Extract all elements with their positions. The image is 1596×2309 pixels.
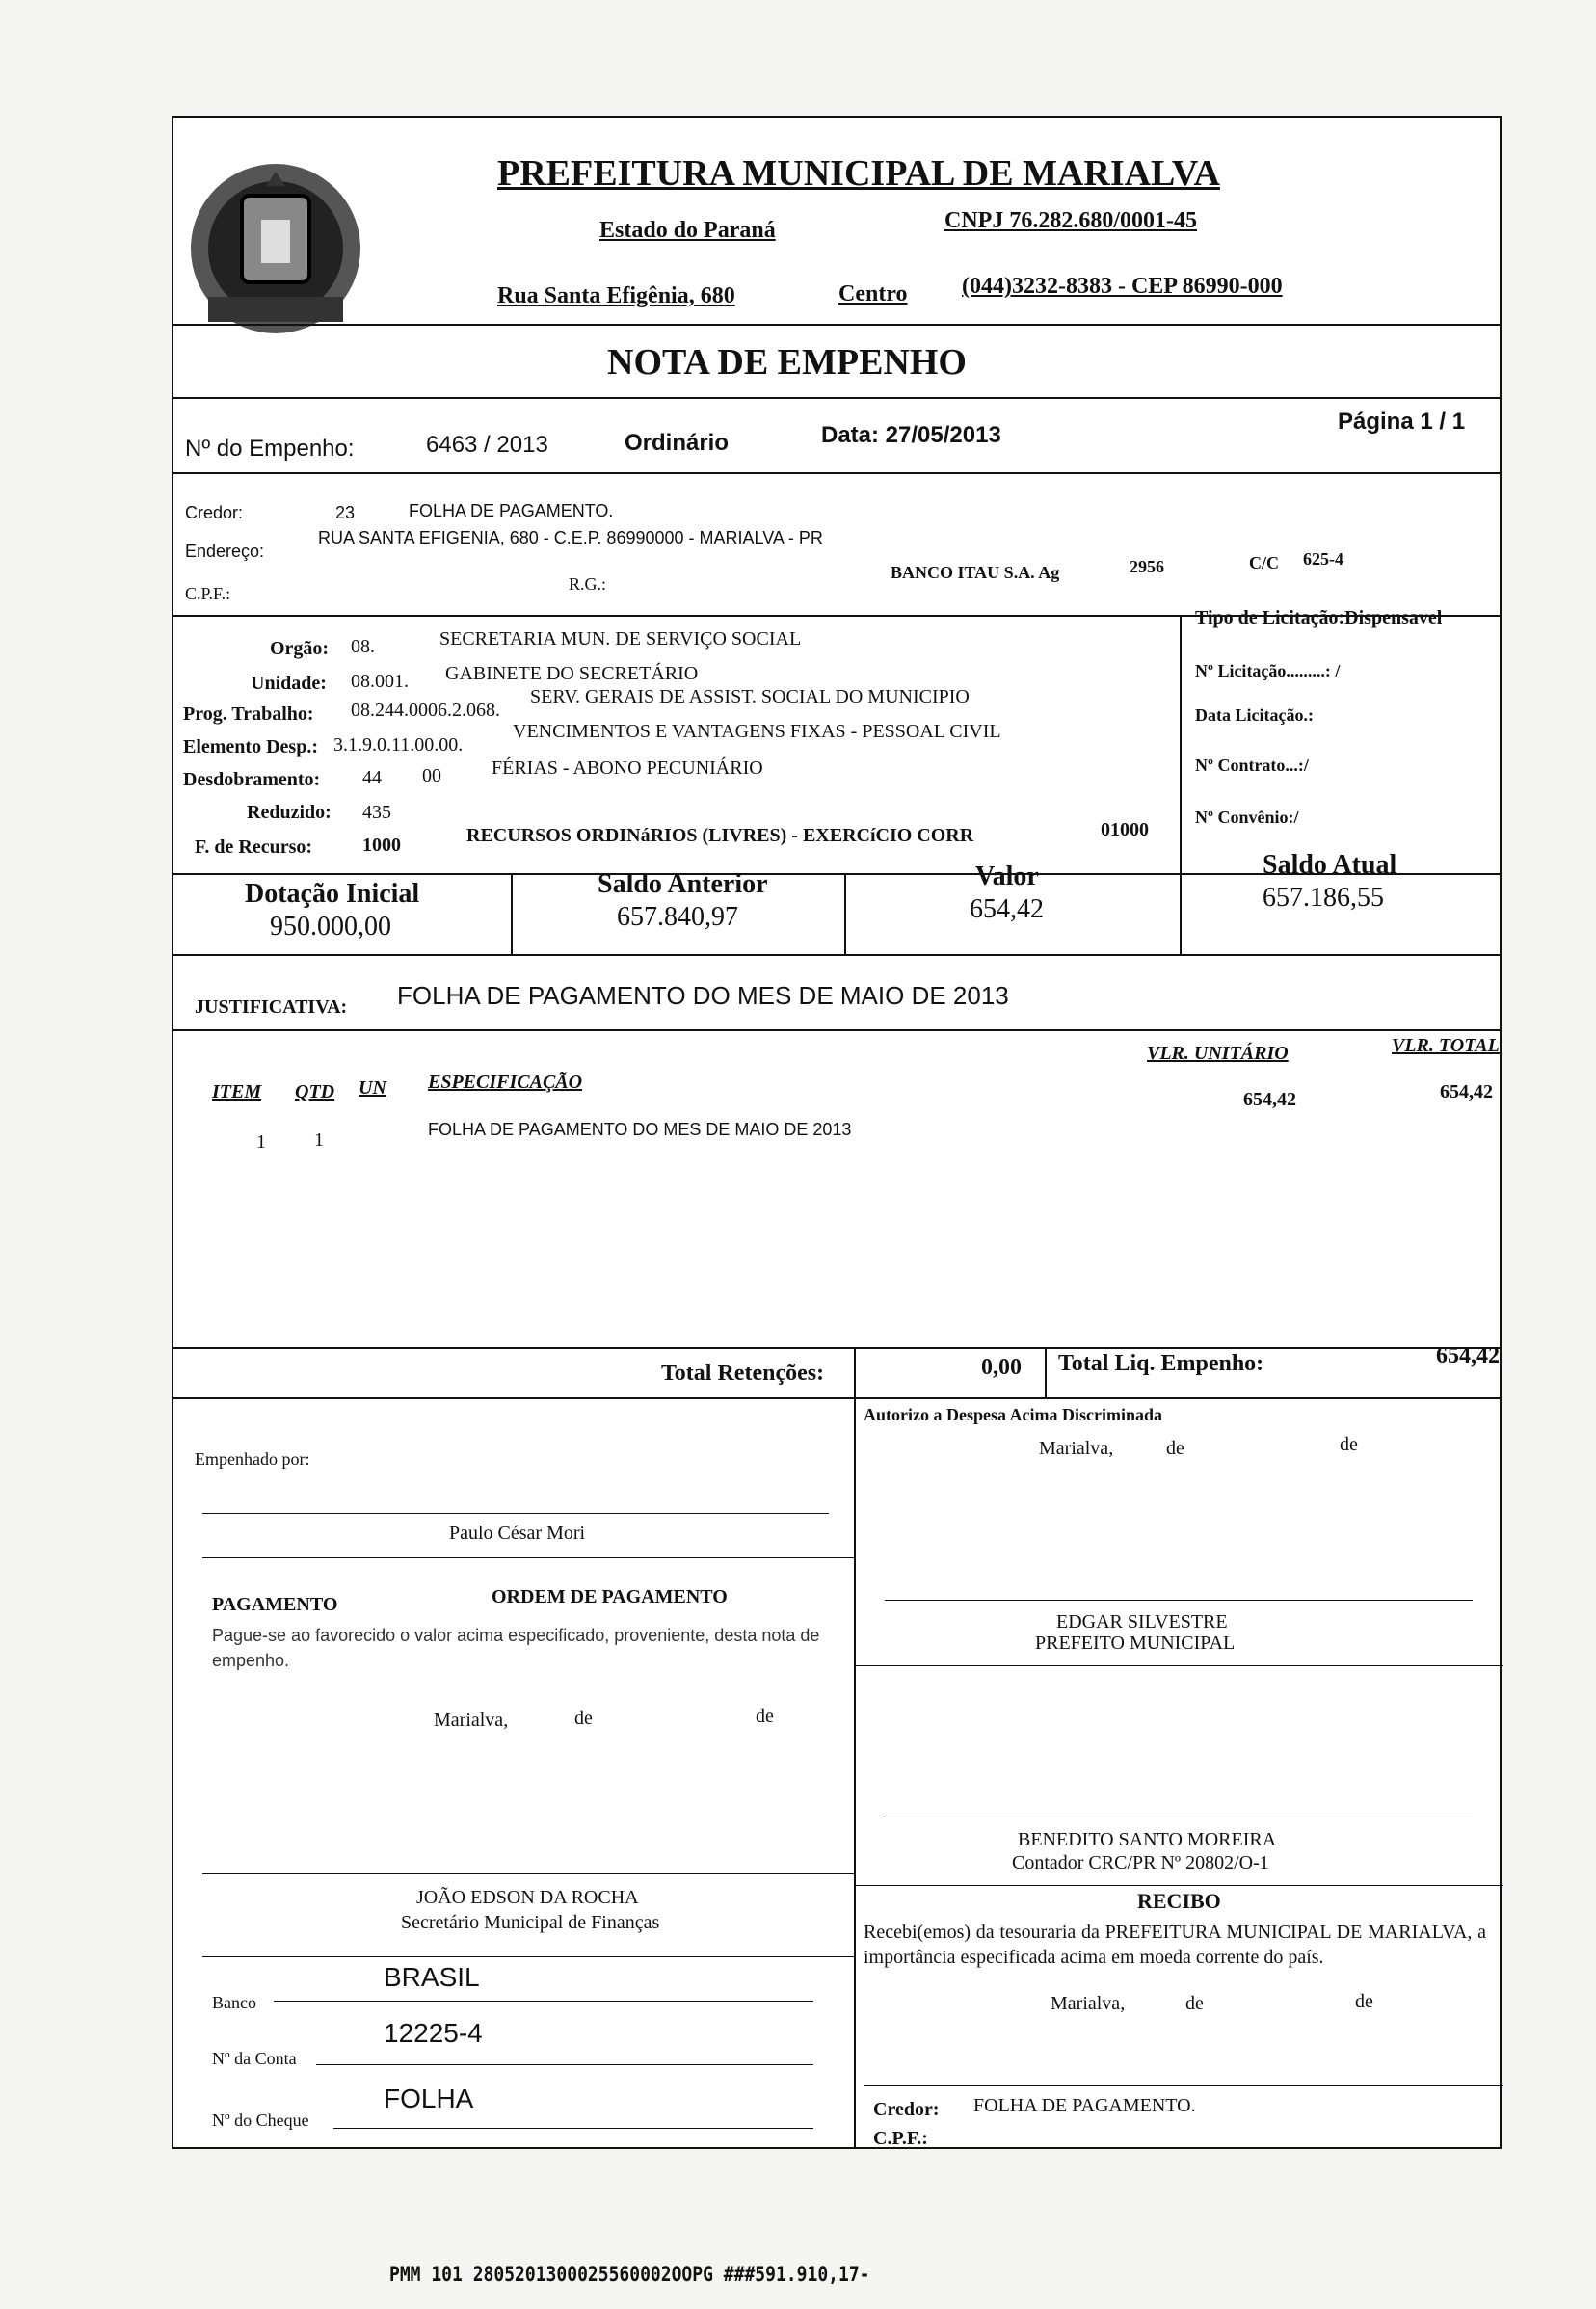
reduzido-valor: 435 — [362, 802, 391, 823]
credor-codigo: 23 — [335, 503, 356, 522]
cpf-label: C.P.F.: — [185, 584, 231, 603]
row-vlr-unitario: 654,42 — [1243, 1089, 1296, 1110]
autorizo-label: Autorizo a Despesa Acima Discriminada — [864, 1405, 1162, 1424]
banco-valor: BRASIL — [384, 1962, 480, 1992]
elem-cod: 3.1.9.0.11.00.00. — [333, 734, 464, 756]
numero-convenio: Nº Convênio:/ — [1195, 808, 1299, 827]
credor-cc: 625-4 — [1303, 549, 1343, 569]
tipo-licitacao: Tipo de Licitação:Dispensavel — [1195, 607, 1443, 628]
data-licitacao: Data Licitação.: — [1195, 705, 1314, 725]
header-un: UN — [359, 1077, 386, 1099]
total-retencoes-valor: 0,00 — [981, 1355, 1022, 1380]
dotacao-inicial-valor: 950.000,00 — [270, 912, 391, 942]
desd-cod: 44 — [362, 767, 382, 788]
saldo-anterior-label: Saldo Anterior — [598, 869, 768, 899]
brasao-logo — [179, 152, 372, 345]
pagamento-de-1: de — [574, 1708, 593, 1729]
unidade-nome: GABINETE DO SECRETÁRIO — [445, 663, 699, 684]
recurso-nome: RECURSOS ORDINáRIOS (LIVRES) - EXERCíCIO CORR — [466, 825, 974, 846]
credor-endereco: RUA SANTA EFIGENIA, 680 - C.E.P. 86990000 - MARIALVA - PR — [318, 528, 823, 547]
empenho-pagina: Página 1 / 1 — [1338, 409, 1466, 435]
cc-label: C/C — [1249, 553, 1279, 572]
empenho-numero-label: Nº do Empenho: — [185, 436, 355, 462]
valor-label: Valor — [975, 862, 1039, 891]
row-especificacao: FOLHA DE PAGAMENTO DO MES DE MAIO DE 2013 — [428, 1120, 852, 1139]
header-title: PREFEITURA MUNICIPAL DE MARIALVA — [497, 153, 1220, 194]
orgao-nome: SECRETARIA MUN. DE SERVIÇO SOCIAL — [439, 628, 802, 650]
numero-licitacao: Nº Licitação.........: / — [1195, 661, 1341, 680]
elem-nome: VENCIMENTOS E VANTAGENS FIXAS - PESSOAL CIVIL — [513, 721, 1001, 742]
cheque-valor: FOLHA — [384, 2083, 474, 2113]
header-bairro: Centro — [838, 281, 908, 306]
recurso-cod: 1000 — [362, 835, 401, 856]
header-vlr-total: VLR. TOTAL — [1392, 1035, 1500, 1056]
total-liq-empenho-label: Total Liq. Empenho: — [1058, 1351, 1264, 1376]
prog-label: Prog. Trabalho: — [183, 703, 314, 725]
conta-valor: 12225-4 — [384, 2018, 483, 2048]
pagamento-label: PAGAMENTO — [212, 1594, 338, 1615]
header-estado: Estado do Paraná — [599, 218, 776, 243]
contador-cargo: Contador CRC/PR Nº 20802/O-1 — [1012, 1852, 1269, 1873]
rg-label: R.G.: — [569, 574, 607, 594]
doc-title: NOTA DE EMPENHO — [607, 342, 967, 383]
recibo-de-1: de — [1185, 1993, 1204, 2014]
unidade-cod: 08.001. — [351, 671, 409, 692]
secretario-nome: JOÃO EDSON DA ROCHA — [416, 1887, 639, 1908]
saldo-atual-valor: 657.186,55 — [1263, 883, 1384, 913]
header-endereco: Rua Santa Efigênia, 680 — [497, 283, 735, 308]
autorizo-marialva: Marialva, — [1039, 1438, 1114, 1459]
justificativa-label: JUSTIFICATIVA: — [195, 996, 348, 1018]
cheque-label: Nº do Cheque — [212, 2110, 309, 2130]
header-item: ITEM — [212, 1081, 262, 1102]
prefeito-nome: EDGAR SILVESTRE — [1056, 1611, 1228, 1632]
credor-banco: BANCO ITAU S.A. Ag — [891, 563, 1060, 582]
numero-contrato: Nº Contrato...:/ — [1195, 756, 1309, 775]
empenho-numero: 6463 / 2013 — [426, 432, 548, 458]
conta-label: Nº da Conta — [212, 2049, 297, 2068]
orgao-cod: 08. — [351, 636, 375, 657]
recurso-num: 01000 — [1101, 819, 1149, 840]
credor-label: Credor: — [185, 503, 244, 522]
empenhado-por-label: Empenhado por: — [195, 1449, 310, 1469]
total-retencoes-label: Total Retenções: — [661, 1361, 825, 1386]
header-cnpj: CNPJ 76.282.680/0001-45 — [944, 208, 1197, 233]
header-especificacao: ESPECIFICAÇÃO — [428, 1072, 583, 1093]
empenho-tipo: Ordinário — [625, 430, 730, 456]
orgao-label: Orgão: — [270, 638, 330, 659]
recibo-texto: Recebi(emos) da tesouraria da PREFEITURA MUNICIPAL DE MARIALVA, a importância especificada acima em moeda corrente do país. — [864, 1922, 1486, 1968]
row-vlr-total: 654,42 — [1440, 1081, 1493, 1102]
contador-nome: BENEDITO SANTO MOREIRA — [1018, 1829, 1277, 1850]
credor-agencia: 2956 — [1130, 557, 1164, 576]
row-item: 1 — [256, 1131, 266, 1153]
prefeito-cargo: PREFEITO MUNICIPAL — [1035, 1632, 1236, 1654]
recibo-de-2: de — [1355, 1991, 1373, 2012]
footer-code: PMM 101 2805201300025560002OOPG ###591.910,17- — [389, 2262, 870, 2288]
prog-cod: 08.244.0006.2.068. — [351, 700, 500, 721]
header-vlr-unitario: VLR. UNITÁRIO — [1147, 1043, 1289, 1064]
justificativa-texto: FOLHA DE PAGAMENTO DO MES DE MAIO DE 2013 — [397, 981, 1009, 1010]
row-qtd: 1 — [314, 1129, 324, 1151]
header-qtd: QTD — [295, 1081, 335, 1102]
dotacao-inicial-label: Dotação Inicial — [245, 879, 420, 909]
recurso-label: F. de Recurso: — [195, 836, 313, 858]
recibo-marialva: Marialva, — [1051, 1993, 1126, 2014]
unidade-label: Unidade: — [251, 673, 327, 694]
empenho-data: Data: 27/05/2013 — [821, 422, 1001, 448]
desd-sub: 00 — [422, 765, 441, 786]
pagamento-de-2: de — [756, 1706, 774, 1727]
autorizo-de-2: de — [1340, 1434, 1358, 1455]
recibo-cpf-label: C.P.F.: — [873, 2128, 928, 2149]
recibo-label: RECIBO — [1137, 1889, 1221, 1913]
endereco-label: Endereço: — [185, 542, 265, 561]
autorizo-de-1: de — [1166, 1438, 1184, 1459]
total-liq-empenho-valor: 654,42 — [1436, 1343, 1500, 1368]
recibo-credor-nome: FOLHA DE PAGAMENTO. — [973, 2095, 1196, 2116]
secretario-cargo: Secretário Municipal de Finanças — [401, 1912, 660, 1933]
ordem-pagamento-label: ORDEM DE PAGAMENTO — [492, 1586, 728, 1607]
empenhado-por-nome: Paulo César Mori — [449, 1523, 586, 1544]
desd-nome: FÉRIAS - ABONO PECUNIÁRIO — [492, 757, 763, 779]
banco-label: Banco — [212, 1993, 256, 2012]
nota-de-empenho — [172, 116, 1502, 2149]
credor-nome: FOLHA DE PAGAMENTO. — [409, 501, 614, 520]
header-fone-cep: (044)3232-8383 - CEP 86990-000 — [962, 274, 1283, 299]
saldo-atual-label: Saldo Atual — [1263, 850, 1397, 880]
valor-valor: 654,42 — [970, 894, 1044, 924]
prog-nome: SERV. GERAIS DE ASSIST. SOCIAL DO MUNICIPIO — [530, 686, 970, 707]
recibo-credor-label: Credor: — [873, 2099, 940, 2120]
desd-label: Desdobramento: — [183, 769, 321, 790]
reduzido-label: Reduzido: — [247, 802, 332, 823]
pague-se-texto: Pague-se ao favorecido o valor acima especificado, proveniente, desta nota de empenho. — [212, 1626, 820, 1670]
saldo-anterior-valor: 657.840,97 — [617, 902, 738, 932]
pagamento-marialva: Marialva, — [434, 1710, 509, 1731]
elem-label: Elemento Desp.: — [183, 736, 318, 757]
